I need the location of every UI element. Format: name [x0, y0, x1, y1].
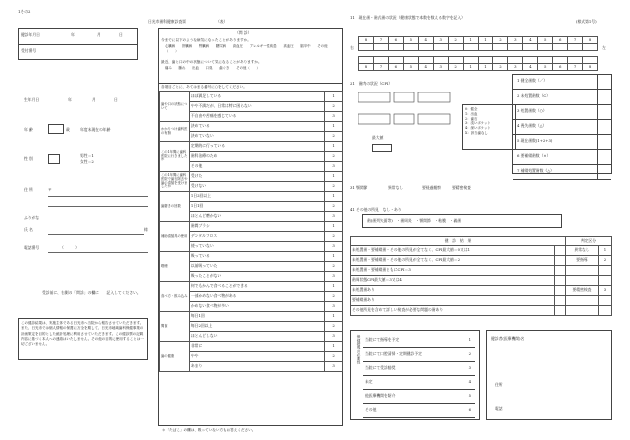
doc-header-left: 日光市歯科健康診査票 [148, 19, 186, 24]
tooth-chart-upper [358, 36, 598, 51]
doc-code: 1その2 [18, 9, 31, 14]
tooth-number: 2 [448, 37, 463, 44]
tooth-status-cell[interactable] [553, 44, 568, 51]
clinic-box [486, 330, 612, 420]
interview-option-text: 1日1回 [189, 202, 324, 212]
interview-row [160, 172, 343, 182]
perio-code-item: 3：浅いポケット [465, 121, 491, 126]
result-code-title: 判定区分 [566, 237, 612, 246]
tooth-summary-value[interactable] [597, 150, 611, 164]
tooth-number: 4 [523, 64, 538, 71]
result-code: 3 [599, 286, 612, 296]
interview-q3: 各項目ごとに、あてはまる番号に○をしてください。 [161, 85, 247, 89]
interview-option-number[interactable]: 1 [325, 312, 343, 322]
interview-q1: 今までに以下のような病気になったことがありますか。 [161, 38, 251, 42]
tooth-status-cell[interactable] [433, 44, 448, 51]
age-label: 年 齢 [24, 127, 33, 132]
tooth-status-cell[interactable] [359, 57, 374, 64]
interview-option-number[interactable]: 1 [325, 92, 343, 102]
tooth-status-cell[interactable] [359, 44, 374, 51]
interview-title: （問 診） [235, 30, 252, 35]
interview-option-text: その他 [189, 162, 324, 172]
result-text: 要補綴歯あり [351, 296, 555, 306]
tooth-summary-row [513, 165, 611, 180]
tooth-number: 7 [568, 37, 583, 44]
interview-group-label: 喫煙 [160, 252, 190, 282]
tooth-status-cell[interactable] [388, 57, 403, 64]
interview-option-text: 一部かめない食べ物がある [189, 292, 324, 302]
tooth-status-cell[interactable] [493, 57, 508, 64]
tooth-number: 5 [538, 64, 553, 71]
interview-option-text: 不自由や苦痛を感じている [189, 112, 324, 122]
age-note: 年度末現在の年齢 [80, 127, 111, 132]
interview-option-text: 毎日1回 [189, 312, 324, 322]
birth-year-unit: 年 [68, 97, 72, 102]
tooth-chart-lower [358, 56, 598, 71]
guidance-row [363, 405, 475, 418]
interview-option-text: 受けた [189, 172, 324, 182]
result-text: 未処置歯・要補綴歯・その他の所見が全てなく、CPI最大値＝0又は1 [351, 246, 555, 256]
interview-option-number[interactable]: 2 [325, 202, 343, 212]
tooth-status-cell[interactable] [538, 57, 553, 64]
perio-code-item: 4：深いポケット [465, 126, 491, 131]
interview-option-text: 決めている [189, 122, 324, 132]
sex-female: 女性＝2 [80, 159, 94, 164]
guidance-number[interactable]: 4 [468, 379, 471, 384]
interview-option-number[interactable]: 2 [325, 352, 343, 362]
birth-label: 生年月日 [24, 97, 40, 102]
tooth-number: 7 [373, 64, 388, 71]
doc-header-right: (様式第1号) [576, 19, 597, 24]
perio-code-item: 0：健全 [465, 107, 478, 111]
interview-option-text: 受けない [189, 182, 324, 192]
result-code [599, 306, 612, 316]
interview-option-text: 決めていない [189, 132, 324, 142]
tooth-number: 5 [538, 37, 553, 44]
tooth-number: 8 [359, 37, 374, 44]
guidance-text: 未定 [365, 379, 373, 384]
result-check[interactable] [555, 286, 566, 296]
tooth-number: 2 [493, 64, 508, 71]
tooth-number: 8 [359, 64, 374, 71]
tooth-number: 1 [478, 37, 493, 44]
perio-code-item: X：該当歯なし [465, 130, 488, 135]
interview-option-number[interactable]: 3 [325, 162, 343, 172]
interview-option-number[interactable]: 2 [325, 102, 343, 112]
tooth-status-cell[interactable] [478, 44, 493, 51]
interview-option-text: デンタルフロス [189, 232, 324, 242]
result-code [599, 296, 612, 306]
interview-option-text: 吸っている [189, 252, 324, 262]
kana-label: ふりがな [24, 215, 40, 220]
tooth-summary-row [513, 120, 611, 135]
tooth-number: 5 [403, 64, 418, 71]
guidance-title: 保健指導の必要性 [357, 335, 361, 364]
tooth-status-cell[interactable] [448, 44, 463, 51]
interview-option-text: 1日2回以上 [189, 192, 324, 202]
interview-option-number[interactable]: 3 [325, 112, 343, 122]
side-left-label: 左 [602, 45, 606, 50]
guidance-text: 他医療機関を紹介 [365, 393, 396, 398]
tooth-summary-row [513, 105, 611, 120]
name-label: 氏 名 [24, 227, 33, 232]
exam-no-label: 受付番号 [21, 48, 37, 53]
guidance-row [363, 335, 475, 348]
interview-option-number[interactable]: 3 [325, 212, 343, 222]
interview-section [158, 28, 343, 426]
result-label [566, 276, 599, 286]
name-line[interactable] [48, 234, 144, 235]
interview-row [160, 122, 343, 132]
tooth-number: 5 [403, 37, 418, 44]
result-row [351, 266, 612, 276]
guidance-number[interactable]: 3 [468, 365, 471, 370]
interview-option-number[interactable]: 3 [325, 332, 343, 342]
interview-option-number[interactable]: 3 [325, 362, 343, 372]
consent-text: 受診前に、右側の「問診」の欄に 記入してください。 [42, 290, 141, 295]
interview-option-text: 定期的に行っている [189, 142, 324, 152]
interview-option-number[interactable]: 1 [325, 172, 343, 182]
address-line-2[interactable] [48, 206, 148, 207]
tooth-number: 1 [463, 64, 478, 71]
clinic-phone: 電話 [495, 406, 503, 411]
tooth-number: 8 [583, 64, 598, 71]
interview-option-text: 吸ったことがない [189, 272, 324, 282]
other-options-box [362, 214, 562, 228]
tooth-status-cell[interactable] [568, 57, 583, 64]
privacy-note: この健診結果は、実施主体である日光市へ当院から報告させていただきます。また、日光市では個人情報の保護に万全を期して、日光市地域歯科保健事業の計画策定を目的とした統計処理に利用させていただきます。この健診票の記載内容に基づく本人への連絡はいたしません。その他の目的に使用することは一切ございません。 [18, 318, 148, 360]
interview-row [160, 312, 343, 322]
tooth-status-cell[interactable] [523, 57, 538, 64]
tooth-status-cell[interactable] [553, 57, 568, 64]
tooth-number: 7 [568, 64, 583, 71]
tooth-summary-box [512, 74, 612, 174]
age-field[interactable] [48, 124, 64, 134]
tooth-status-cell[interactable] [433, 57, 448, 64]
tooth-number: 3 [433, 64, 448, 71]
sex-field[interactable] [48, 154, 60, 164]
tooth-status-cell[interactable] [418, 44, 433, 51]
tooth-status-cell[interactable] [568, 44, 583, 51]
interview-option-number[interactable]: 1 [325, 252, 343, 262]
interview-option-text: 何でもかんで食べることができる [189, 282, 324, 292]
max-label: 最大値 [372, 135, 384, 140]
tmj-label: 31 顎関節 [350, 185, 368, 190]
interview-option-number[interactable]: 3 [325, 242, 343, 252]
clinic-label: 健診者(医療機関)名 [491, 336, 525, 341]
guidance-row [363, 377, 475, 390]
guidance-text: 当院にて口腔清掃・定期健診予定 [365, 351, 422, 356]
tooth-number: 6 [553, 64, 568, 71]
interview-option-number[interactable]: 2 [325, 262, 343, 272]
guidance-row [363, 363, 475, 376]
age-unit: 歳 [66, 127, 70, 132]
interview-option-number[interactable]: 1 [325, 122, 343, 132]
interview-group-label: 間食 [160, 312, 190, 342]
tmj-opt-1: 要経過観察 [422, 185, 441, 190]
interview-option-number[interactable]: 1 [325, 342, 343, 352]
interview-option-text: やや [189, 352, 324, 362]
interview-option-number[interactable]: 2 [325, 232, 343, 242]
side-right-label: 右 [350, 45, 354, 50]
guidance-number[interactable]: 1 [468, 337, 471, 342]
interview-option-text: 毎日2回以上 [189, 322, 324, 332]
teeth-title: 11 現在歯・歯式歯の状況（健康状態で本数を数える数字を記入） [350, 15, 465, 20]
tooth-number: 4 [523, 37, 538, 44]
interview-option-number[interactable]: 2 [325, 182, 343, 192]
result-table [350, 236, 612, 316]
result-label: 要指導 [566, 256, 599, 266]
interview-option-text: 歯科治療のため [189, 152, 324, 162]
tooth-number: 7 [373, 37, 388, 44]
result-row [351, 256, 612, 266]
phone-parens: （ ） [60, 245, 79, 250]
tooth-status-cell[interactable] [373, 57, 388, 64]
sex-male: 男性＝1 [80, 153, 94, 158]
interview-option-text: かめない食べ物が多い [189, 302, 324, 312]
result-label: 要精密検査 [566, 286, 599, 296]
interview-option-text: 使っていない [189, 242, 324, 252]
interview-option-number[interactable]: 1 [325, 192, 343, 202]
phone-label: 電話番号 [24, 245, 40, 250]
tooth-status-cell[interactable] [523, 44, 538, 51]
tooth-summary-value[interactable] [597, 105, 611, 119]
perio-code-item: 1：出血 [465, 111, 478, 116]
result-row [351, 246, 612, 256]
tooth-summary-value[interactable] [597, 120, 611, 134]
tooth-status-cell[interactable] [493, 44, 508, 51]
tmj-opt-2: 要精密検査 [452, 185, 471, 190]
tooth-number: 4 [418, 64, 433, 71]
result-label: 異常なし [566, 246, 599, 256]
tooth-number: 4 [418, 37, 433, 44]
result-check[interactable] [555, 276, 566, 286]
tooth-status-cell[interactable] [403, 57, 418, 64]
guidance-row [363, 391, 475, 404]
perio-codes-box [462, 104, 516, 150]
interview-group-label: この1年間に歯科医院に行きましたか [160, 142, 190, 172]
exam-year-unit: 年 [71, 32, 75, 37]
tooth-summary-value[interactable] [597, 135, 611, 149]
name-suffix: 様 [144, 227, 148, 232]
interview-option-number[interactable]: 1 [325, 282, 343, 292]
interview-option-text: ほとんどしない [189, 332, 324, 342]
result-title: 健 診 結 果 [351, 237, 566, 246]
birth-day-unit: 日 [114, 97, 118, 102]
tooth-summary-label: 6 要補綴歯数（×） [517, 153, 551, 158]
tooth-summary-label: 2 未処置歯数（C） [517, 93, 551, 98]
tooth-status-cell[interactable] [448, 57, 463, 64]
interview-option-number[interactable]: 2 [325, 152, 343, 162]
tooth-status-cell[interactable] [508, 44, 523, 51]
result-row [351, 296, 612, 306]
tooth-summary-row [513, 75, 611, 90]
doc-header-mid: （表） [216, 19, 228, 24]
exam-info-box [18, 28, 138, 60]
tooth-number: 1 [463, 37, 478, 44]
tooth-status-cell[interactable] [403, 44, 418, 51]
tooth-summary-label: 5 現在歯数(1+2+3) [517, 138, 553, 143]
guidance-text: 当院にて受診勧奨 [365, 365, 396, 370]
interview-option-number[interactable]: 1 [325, 222, 343, 232]
perio-diagram [358, 92, 458, 150]
tooth-status-cell[interactable] [508, 57, 523, 64]
tooth-status-cell[interactable] [463, 57, 478, 64]
tooth-summary-label: 3 処置歯数（○） [517, 108, 547, 113]
interview-q2: 最近、歯と口の中の状態について気になることがありますか。 [161, 60, 262, 64]
result-text: 未処置歯・要補綴歯・その他の所見が全てなく、CPI最大値＝2 [351, 256, 555, 266]
tooth-status-cell[interactable] [583, 44, 598, 51]
tooth-number: 1 [478, 64, 493, 71]
guidance-number[interactable]: 6 [468, 407, 471, 412]
interview-group-label: 歯や口の状態について [160, 92, 190, 122]
interview-row [160, 252, 343, 262]
guidance-text: 当院にて指導を予定 [365, 337, 400, 342]
interview-option-number[interactable]: 3 [325, 302, 343, 312]
tooth-number: 2 [448, 64, 463, 71]
interview-group-label: 歯の健康 [160, 342, 190, 372]
address-label: 住 所 [24, 187, 33, 192]
tooth-number: 3 [508, 64, 523, 71]
guidance-text: その他 [365, 407, 377, 412]
interview-option-text: 以前吸っていた [189, 262, 324, 272]
tooth-summary-value[interactable] [597, 75, 611, 89]
guidance-number[interactable]: 2 [468, 351, 471, 356]
result-text: 未処置歯あり [351, 286, 555, 296]
interview-row [160, 192, 343, 202]
interview-q2-options: 痛み 腫れ 出血 口臭 歯ぐき その他（ ） [165, 66, 260, 70]
result-check[interactable] [555, 296, 566, 306]
tooth-number: 6 [388, 64, 403, 71]
interview-group-label: 歯磨きの回数 [160, 192, 190, 222]
interview-row [160, 282, 343, 292]
interview-option-number[interactable]: 2 [325, 292, 343, 302]
tooth-number: 3 [508, 37, 523, 44]
max-value-field[interactable] [372, 144, 392, 152]
tooth-summary-label: 1 健全歯数（／） [517, 78, 548, 83]
exam-date-label: 健診年月日 [21, 32, 40, 37]
tooth-status-cell[interactable] [538, 44, 553, 51]
clinic-address: 住所 [495, 382, 503, 387]
tooth-number: 3 [433, 37, 448, 44]
interview-row [160, 92, 343, 102]
result-check[interactable] [555, 306, 566, 316]
result-label [566, 306, 599, 316]
interview-option-number[interactable]: 3 [325, 272, 343, 282]
address-line[interactable] [48, 196, 148, 197]
phone-line[interactable] [48, 252, 148, 253]
tooth-status-cell[interactable] [388, 44, 403, 51]
birth-month-unit: 月 [92, 97, 96, 102]
guidance-box [350, 330, 480, 420]
interview-table [159, 91, 343, 372]
interview-option-text: 歯間ブラシ [189, 222, 324, 232]
result-code [599, 276, 612, 286]
perio-title: 21 歯肉の状況（CPI） [350, 81, 393, 86]
result-check[interactable] [555, 266, 566, 276]
interview-option-text: ほぼ満足している [189, 92, 324, 102]
result-label [566, 266, 599, 276]
interview-option-text: やや不満だが、日常は特に困らない [189, 102, 324, 112]
tooth-status-cell[interactable] [373, 44, 388, 51]
tooth-status-cell[interactable] [418, 57, 433, 64]
interview-row [160, 142, 343, 152]
address-prefix: 〒 [48, 187, 52, 192]
tmj-opt-0: 異常なし [388, 185, 404, 190]
tooth-status-cell[interactable] [478, 57, 493, 64]
interview-q1-options: 心臓病 肝臓病 腎臓病 糖尿病 高血圧 アレルギー性疾患 高血圧 脳卒中 その他（ ） [165, 44, 328, 54]
result-label [566, 296, 599, 306]
result-row [351, 276, 612, 286]
tooth-status-cell[interactable] [463, 44, 478, 51]
result-check[interactable] [555, 246, 566, 256]
tooth-number: 6 [553, 37, 568, 44]
exam-day-unit: 日 [119, 32, 123, 37]
result-code [599, 266, 612, 276]
interview-group-label: この1年間に歯科医院で歯石除去や歯の清掃を受けましたか [160, 172, 190, 192]
result-row [351, 306, 612, 316]
result-text: その他所見を含めて詳しい検査が必要な問題の歯あり [351, 306, 555, 316]
tooth-summary-value[interactable] [597, 90, 611, 104]
tooth-summary-label: 7 補綴処置歯数（△） [517, 168, 554, 173]
result-code: 2 [599, 256, 612, 266]
interview-footnote: ＊「たばこ」の欄は、吸っていない方もお答えください。 [162, 428, 256, 432]
result-text: 未処置歯・要補綴歯ともにCPI＝3 [351, 266, 555, 276]
interview-option-number[interactable]: 1 [325, 142, 343, 152]
exam-month-unit: 月 [97, 32, 101, 37]
sex-label: 性 別 [24, 156, 33, 161]
other-options: 歯(歯列矢面等) ・歯周炎 ・顎関節 ・粘膜 ・義歯 [367, 218, 462, 223]
tooth-status-cell[interactable] [583, 57, 598, 64]
interview-option-number[interactable]: 2 [325, 322, 343, 332]
tooth-summary-label: 4 喪失歯数（△） [517, 123, 547, 128]
tooth-summary-row [513, 150, 611, 165]
interview-option-text: あまり [189, 362, 324, 372]
tooth-summary-row [513, 90, 611, 105]
other-title: 41 その他の所見 なし・あり [350, 207, 402, 212]
result-code: 1 [599, 246, 612, 256]
tooth-summary-value[interactable] [597, 165, 611, 179]
interview-group-label: かかりつけ歯科医の有無 [160, 122, 190, 142]
result-row [351, 286, 612, 296]
interview-row [160, 342, 343, 352]
tooth-number: 8 [583, 37, 598, 44]
interview-row [160, 222, 343, 232]
result-check[interactable] [555, 256, 566, 266]
tooth-number: 2 [493, 37, 508, 44]
tooth-summary-row [513, 135, 611, 150]
interview-option-number[interactable]: 2 [325, 132, 343, 142]
guidance-row [363, 349, 475, 362]
interview-option-text: 非常に [189, 342, 324, 352]
interview-group-label: 補助清掃具の使用 [160, 222, 190, 252]
tooth-number: 6 [388, 37, 403, 44]
interview-option-text: ほとんど磨かない [189, 212, 324, 222]
guidance-number[interactable]: 5 [468, 393, 471, 398]
interview-group-label: 食べ方・飲み込み [160, 282, 190, 312]
perio-code-item: 2：歯石 [465, 116, 478, 121]
result-text: 歯周状態CPI最大値＝3又は4 [351, 276, 555, 286]
